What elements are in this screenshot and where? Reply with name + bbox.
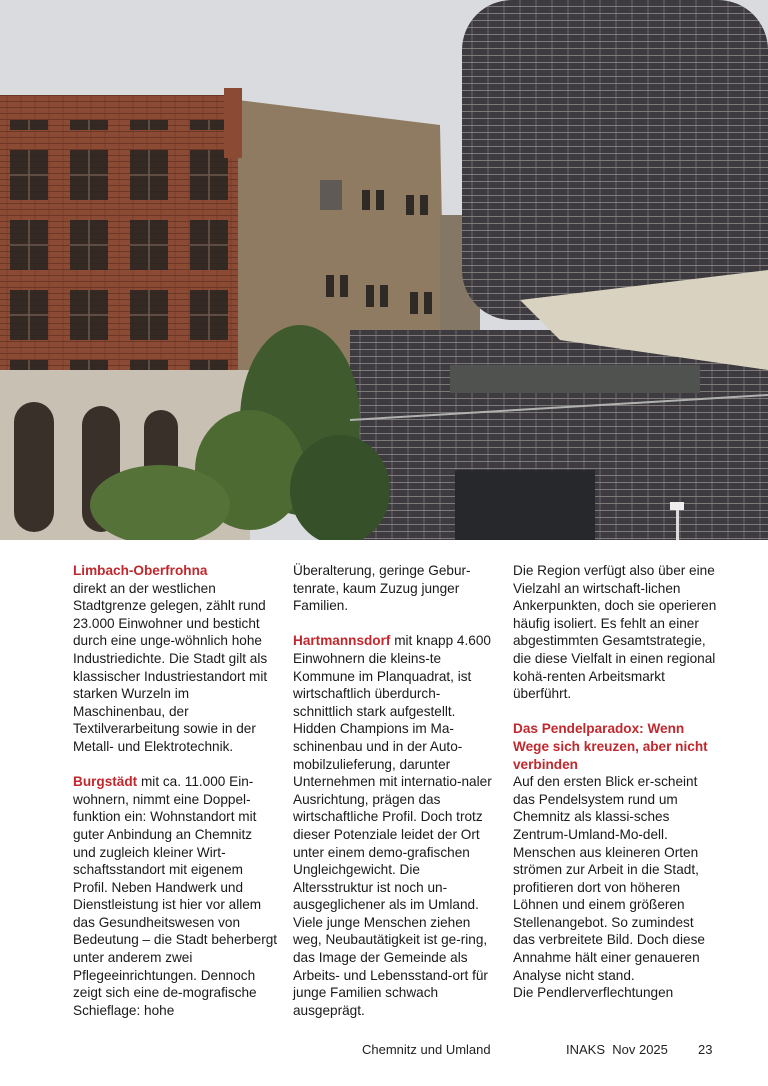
footer-magazine: INAKS Nov 2025 xyxy=(566,1042,668,1057)
page-number: 23 xyxy=(698,1042,713,1057)
pendel-last-line: Die Pendlerverflechtungen xyxy=(513,985,674,1001)
column-3 xyxy=(513,562,718,1002)
paragraph-continuation: Überalterung, geringe Gebur-tenrate, kaum Zuzug junger Familien. xyxy=(293,563,471,614)
photo-icon xyxy=(0,0,768,540)
paragraph-hartmannsdorf xyxy=(293,632,498,1019)
place-heading-hartmannsdorf: Hartmannsdorf xyxy=(293,633,391,649)
paragraph-region: Die Region verfügt also über eine Vielzahl an wirtschaft-lichen Ankerpunkten, doch sie operieren häufig isoliert. Es fehlt an einer abgestimmten Gesamtstrategie, die diese Vielfalt in einen regional kohä-renten Arbeitsmarkt überführt. xyxy=(513,563,717,702)
pendel-text: Auf den ersten Blick er-scheint das Pendelsystem rund um Chemnitz als klassi-sches Zentrum-Umland-Mo-dell. Menschen aus kleineren Orten strömen zur Arbeit in die Stadt, profitieren dort von höheren Löhnen und einem größeren Stellenangebot. So zumindest das verbreitete Bild. Doch diese Annahme hält einer genaueren Analyse nicht stand. xyxy=(513,774,705,983)
limbach-text: direkt an der westlichen Stadtgrenze gelegen, zählt rund 23.000 Einwohner und besticht durch eine unge-wöhnlich hohe Industriedichte. Die Stadt gilt als klassischer Industriestandort mit starken Wurzeln im Maschinenbau, der Textilverarbeitung sowie in der Metall- und Elektrotechnik. xyxy=(73,580,268,754)
hartmannsdorf-text: mit knapp 4.600 Einwohnern die kleins-te Kommune im Planquadrat, ist wirtschaftlich überdurch-schnittlich stark aufgestellt. Hidden Champions im Ma-schinenbau und in der Auto-mobilzulieferung, darunter Unternehmen mit internatio-naler Ausrichtung, prägen das wirtschaftliche Profil. Doch trotz dieser Potenziale leidet der Ort unter einem demo-grafischen Ungleichgewicht. Die Altersstruktur ist noch un-ausgeglichener als im Umland. Viele junge Menschen ziehen weg, Neubautätigkeit ist ge-ring, das Image der Gemeinde als Arbeits- und Lebensstand-ort für junge Familien schwach ausgeprägt. xyxy=(293,633,492,1018)
place-heading-limbach: Limbach-Oberfrohna xyxy=(73,563,208,578)
paragraph-pendel xyxy=(513,720,718,1002)
paragraph-limbach xyxy=(73,562,278,756)
footer-section-title: Chemnitz und Umland xyxy=(362,1042,491,1057)
section-subheading: Das Pendelparadox: Wenn Wege sich kreuzen, aber nicht verbinden xyxy=(513,721,708,772)
header-photo xyxy=(0,0,768,540)
column-1 xyxy=(73,562,278,1019)
column-2 xyxy=(293,562,498,1019)
place-heading-burgstaedt: Burgstädt xyxy=(73,774,138,790)
paragraph-burgstaedt xyxy=(73,773,278,1019)
burgstaedt-text: mit ca. 11.000 Ein-wohnern, nimmt eine Doppel-funktion ein: Wohnstandort mit guter Anbindung an Chemnitz und zugleich kleiner Wirt-schaftsstandort mit eigenem Profil. Neben Handwerk und Dienstleistung ist hier vor allem das Gesundheitswesen von Bedeutung – die Stadt beherbergt unter anderem zwei Pflegeeinrichtungen. Dennoch zeigt sich eine de-mografische Schieflage: hohe xyxy=(73,774,278,1018)
